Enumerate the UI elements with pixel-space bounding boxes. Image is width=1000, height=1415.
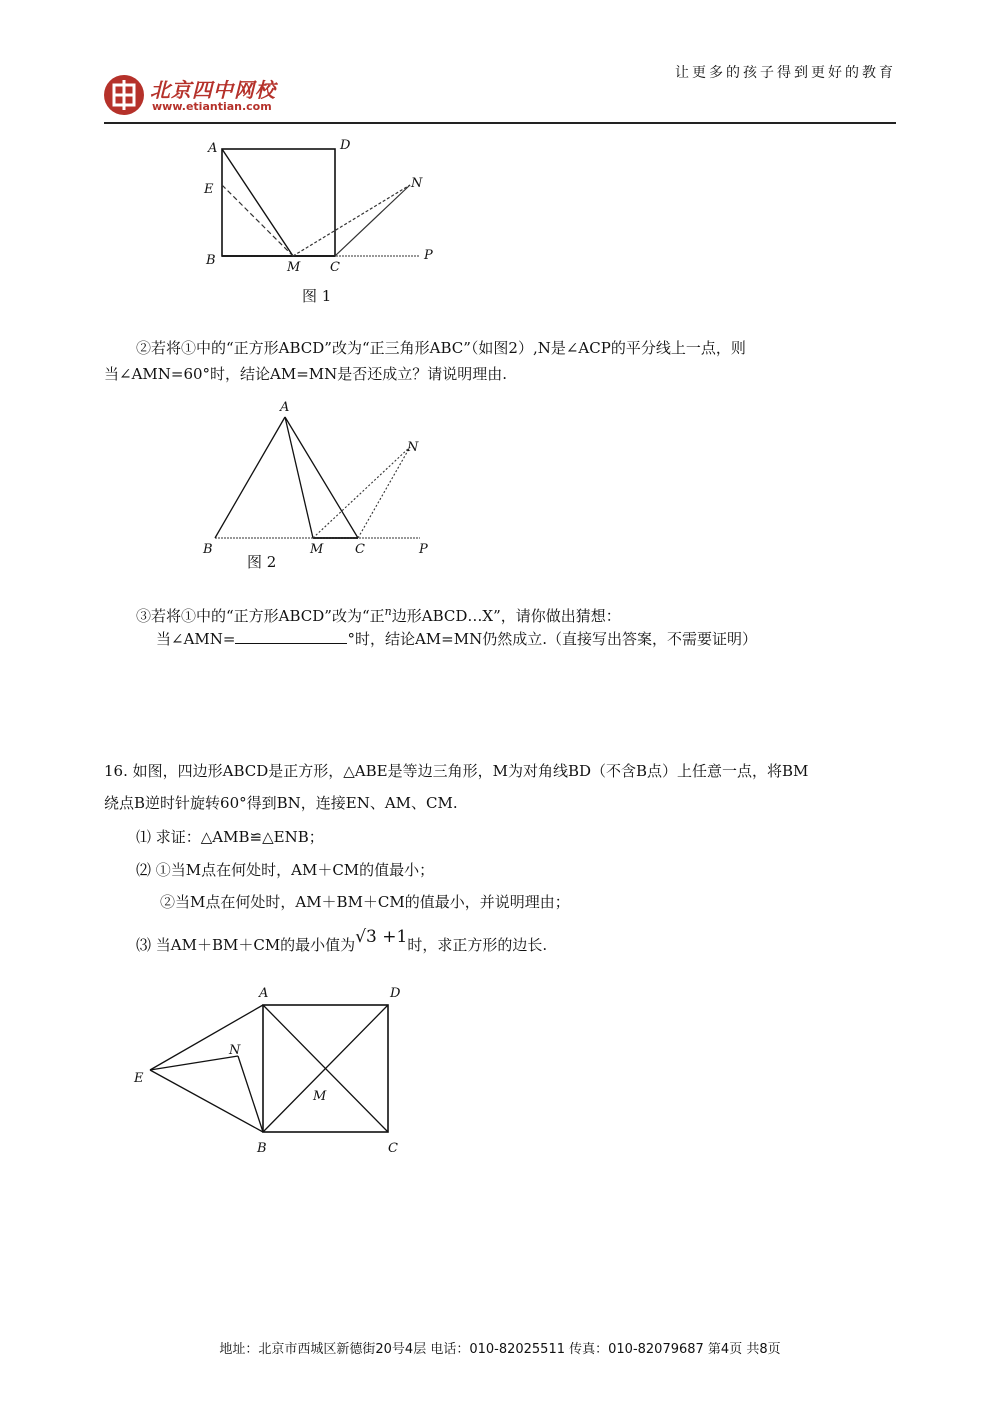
logo-icon <box>104 75 144 115</box>
q15-part3-line1: ③若将①中的“正方形ABCD”改为“正$^n$边形ABCD…X”，请你做出猜想： <box>136 605 621 625</box>
fig2-label-C: C <box>355 542 365 557</box>
fig3-label-A: A <box>259 986 269 1001</box>
fig1-label-B: B <box>206 253 216 268</box>
figure-2 <box>195 395 445 575</box>
q15-part2-line2: 当∠AMN=60°时，结论AM=MN是否还成立？请说明理由. <box>104 365 508 383</box>
q16-line2: 绕点B逆时针旋转60°得到BN，连接EN、AM、CM. <box>104 794 458 812</box>
figure-1 <box>190 135 450 310</box>
fig3-label-D: D <box>390 986 401 1001</box>
fig3-label-B: B <box>257 1141 267 1156</box>
q15-part2-line1: ②若将①中的“正方形ABCD”改为“正三角形ABC”（如图2）,N是∠ACP的平分线上一点，则 <box>136 339 746 357</box>
fig1-label-N: N <box>411 176 423 191</box>
figure-3 <box>128 980 418 1160</box>
fig1-label-D: D <box>340 138 351 153</box>
q15-part3-line2: 当∠AMN= °时，结论AM=MN仍然成立.（直接写出答案，不需要证明） <box>156 630 757 648</box>
footer-text: 地址：北京市西城区新德街20号4层 电话：010-82025511 传真：010-82079687 第4页 共8页 <box>219 1342 781 1357</box>
answer-blank[interactable] <box>235 629 347 644</box>
fig1-label-A: A <box>208 141 218 156</box>
fig1-label-P: P <box>424 248 433 263</box>
fig3-label-C: C <box>388 1141 398 1156</box>
fig1-caption: 图 1 <box>302 287 332 305</box>
fig3-label-N: N <box>229 1043 241 1058</box>
fig1-label-E: E <box>204 182 214 197</box>
header-slogan: 让更多的孩子得到更好的教育 <box>675 65 896 81</box>
q16-part2a: ⑵ ①当M点在何处时，AM＋CM的值最小； <box>136 861 435 879</box>
q16-line1: 16. 如图，四边形ABCD是正方形，△ABE是等边三角形，M为对角线BD（不含B点）上任意一点，将BM <box>104 762 809 780</box>
fig2-label-A: A <box>280 400 290 415</box>
header-divider <box>104 122 896 124</box>
fig1-label-C: C <box>330 260 340 275</box>
math-sqrt3-plus-1: √3 +1 <box>355 927 408 947</box>
q16-part1: ⑴ 求证：△AMB≌△ENB； <box>136 828 324 846</box>
fig2-label-B: B <box>203 542 213 557</box>
q16-part2b: ②当M点在何处时，AM＋BM＋CM的值最小，并说明理由； <box>160 893 570 911</box>
fig2-label-P: P <box>419 542 428 557</box>
fig3-label-E: E <box>134 1071 144 1086</box>
logo-text: 北京四中网校 <box>150 78 276 102</box>
fig2-caption: 图 2 <box>247 553 277 571</box>
fig1-label-M: M <box>287 260 301 275</box>
logo-url: www.etiantian.com <box>152 100 272 113</box>
q16-part3: ⑶ 当AM＋BM＋CM的最小值为√3 +1时，求正方形的边长. <box>136 927 548 954</box>
fig2-label-N: N <box>407 440 419 455</box>
n-variable: n <box>384 605 392 618</box>
fig2-label-M: M <box>310 542 324 557</box>
fig3-label-M: M <box>313 1089 327 1104</box>
